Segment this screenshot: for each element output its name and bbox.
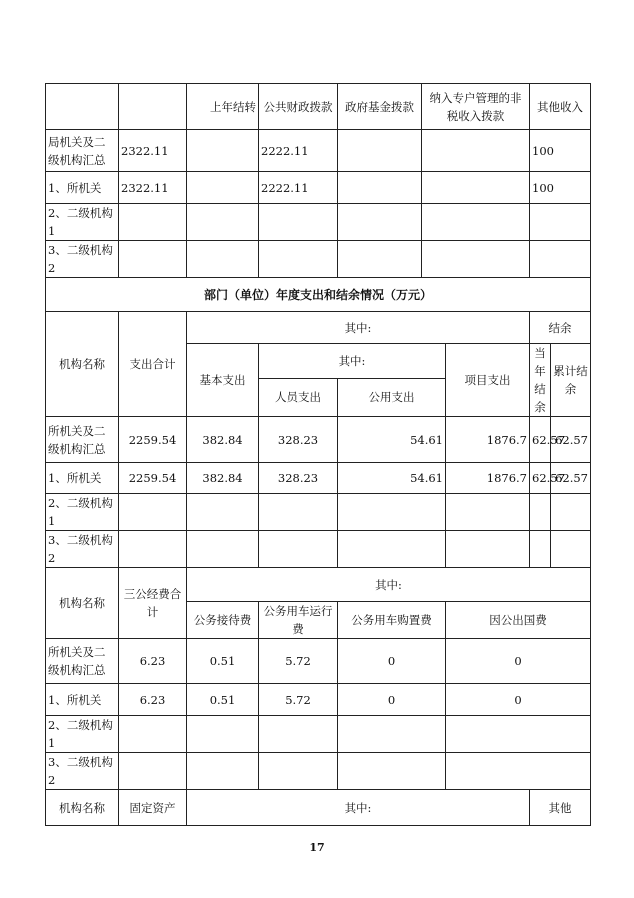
nontax (422, 241, 530, 278)
gov-fund (338, 241, 422, 278)
project-expense (446, 494, 530, 531)
org-name: 1、所机关 (46, 684, 119, 716)
header-vehicle-buy: 公务用车购置费 (338, 602, 446, 639)
prior-carryover (187, 204, 259, 241)
org-name: 2、二级机构1 (46, 716, 119, 753)
header-qizhong: 其中: (187, 790, 530, 826)
expense-header-row-1 (46, 312, 591, 344)
header-year-balance: 当年结余 (530, 344, 551, 417)
cumulative-balance (551, 531, 591, 568)
reception: 0.51 (187, 639, 259, 684)
expense-total: 2259.54 (119, 417, 187, 463)
project-expense: 1876.7 (446, 417, 530, 463)
sangong-total (119, 753, 187, 790)
section-title: 部门（单位）年度支出和结余情况（万元） (46, 278, 591, 312)
header-org-name: 机构名称 (46, 312, 119, 417)
header-qizhong-sub: 其中: (259, 344, 446, 379)
org-name: 2、二级机构1 (46, 204, 119, 241)
table-row (46, 494, 591, 531)
table-row (46, 241, 591, 278)
org-name: 3、二级机构2 (46, 753, 119, 790)
header-public-finance: 公共财政拨款 (259, 84, 338, 130)
income-total: 2322.11 (119, 172, 187, 204)
prior-carryover (187, 241, 259, 278)
personnel-expense (259, 531, 338, 568)
org-name: 1、所机关 (46, 172, 119, 204)
header-qizhong: 其中: (187, 568, 591, 602)
header-qizhong: 其中: (187, 312, 530, 344)
basic-expense: 382.84 (187, 417, 259, 463)
public-expense (338, 531, 446, 568)
header-nontax: 纳入专户管理的非税收入拨款 (422, 84, 530, 130)
public-expense: 54.61 (338, 417, 446, 463)
header-reception: 公务接待费 (187, 602, 259, 639)
sangong-total (119, 716, 187, 753)
org-name: 所机关及二级机构汇总 (46, 639, 119, 684)
prior-carryover (187, 172, 259, 204)
sangong-header-row-1 (46, 568, 591, 602)
basic-expense (187, 494, 259, 531)
project-expense (446, 531, 530, 568)
header-personnel: 人员支出 (259, 378, 338, 416)
table-row (46, 684, 591, 716)
nontax (422, 172, 530, 204)
income-total (119, 241, 187, 278)
income-header-row (46, 84, 591, 130)
income-total: 2322.11 (119, 130, 187, 172)
header-sangong-total: 三公经费合计 (119, 568, 187, 639)
vehicle-run: 5.72 (259, 684, 338, 716)
nontax (422, 204, 530, 241)
year-balance (530, 531, 551, 568)
header-other-income: 其他收入 (530, 84, 591, 130)
gov-fund (338, 204, 422, 241)
income-total (119, 204, 187, 241)
header-expense-total: 支出合计 (119, 312, 187, 417)
org-name: 2、二级机构1 (46, 494, 119, 531)
public-finance: 2222.11 (259, 172, 338, 204)
header-cumulative-balance: 累计结余 (551, 344, 591, 417)
public-finance (259, 204, 338, 241)
reception: 0.51 (187, 684, 259, 716)
header-public-use: 公用支出 (338, 378, 446, 416)
nontax (422, 130, 530, 172)
cumulative-balance: 62.57 (551, 417, 591, 463)
header-other: 其他 (530, 790, 591, 826)
public-finance (259, 241, 338, 278)
year-balance: 62.57 (530, 417, 551, 463)
vehicle-buy: 0 (338, 684, 446, 716)
page-number: 17 (309, 841, 325, 854)
sangong-total: 6.23 (119, 684, 187, 716)
cumulative-balance (551, 494, 591, 531)
vehicle-buy: 0 (338, 639, 446, 684)
expense-total (119, 531, 187, 568)
public-expense: 54.61 (338, 463, 446, 494)
table-row (46, 639, 591, 684)
prior-carryover (187, 130, 259, 172)
reception (187, 716, 259, 753)
vehicle-run: 5.72 (259, 639, 338, 684)
fixed-assets-header-row (46, 790, 591, 826)
table-row (46, 204, 591, 241)
gov-fund (338, 172, 422, 204)
table-row (46, 417, 591, 463)
header-prior-carryover: 上年结转 (187, 84, 259, 130)
section-title-row (46, 278, 591, 312)
basic-expense: 382.84 (187, 463, 259, 494)
public-finance: 2222.11 (259, 130, 338, 172)
year-balance: 62.57 (530, 463, 551, 494)
personnel-expense: 328.23 (259, 417, 338, 463)
other-income: 100 (530, 130, 591, 172)
header-abroad: 因公出国费 (446, 602, 591, 639)
table-row (46, 753, 591, 790)
header-balance: 结余 (530, 312, 591, 344)
table-row (46, 716, 591, 753)
other-income (530, 204, 591, 241)
header-basic-expense: 基本支出 (187, 344, 259, 417)
public-expense (338, 494, 446, 531)
org-name: 局机关及二级机构汇总 (46, 130, 119, 172)
vehicle-buy (338, 753, 446, 790)
header-project-expense: 项目支出 (446, 344, 530, 417)
header-fixed-assets: 固定资产 (119, 790, 187, 826)
year-balance (530, 494, 551, 531)
other-income: 100 (530, 172, 591, 204)
other-income (530, 241, 591, 278)
gov-fund (338, 130, 422, 172)
header-org-name: 机构名称 (46, 790, 119, 826)
table-row (46, 531, 591, 568)
expense-total (119, 494, 187, 531)
abroad (446, 753, 591, 790)
vehicle-run (259, 716, 338, 753)
org-name: 1、所机关 (46, 463, 119, 494)
vehicle-run (259, 753, 338, 790)
vehicle-buy (338, 716, 446, 753)
org-name: 3、二级机构2 (46, 241, 119, 278)
abroad: 0 (446, 639, 591, 684)
table-row (46, 463, 591, 494)
reception (187, 753, 259, 790)
cumulative-balance: 62.57 (551, 463, 591, 494)
personnel-expense: 328.23 (259, 463, 338, 494)
header-org-name: 机构名称 (46, 568, 119, 639)
header-vehicle-run: 公务用车运行费 (259, 602, 338, 639)
project-expense: 1876.7 (446, 463, 530, 494)
sangong-total: 6.23 (119, 639, 187, 684)
table-row (46, 172, 591, 204)
budget-table (45, 83, 591, 826)
abroad (446, 716, 591, 753)
table-row (46, 130, 591, 172)
header-gov-fund: 政府基金拨款 (338, 84, 422, 130)
org-name: 3、二级机构2 (46, 531, 119, 568)
expense-total: 2259.54 (119, 463, 187, 494)
personnel-expense (259, 494, 338, 531)
basic-expense (187, 531, 259, 568)
abroad: 0 (446, 684, 591, 716)
org-name: 所机关及二级机构汇总 (46, 417, 119, 463)
